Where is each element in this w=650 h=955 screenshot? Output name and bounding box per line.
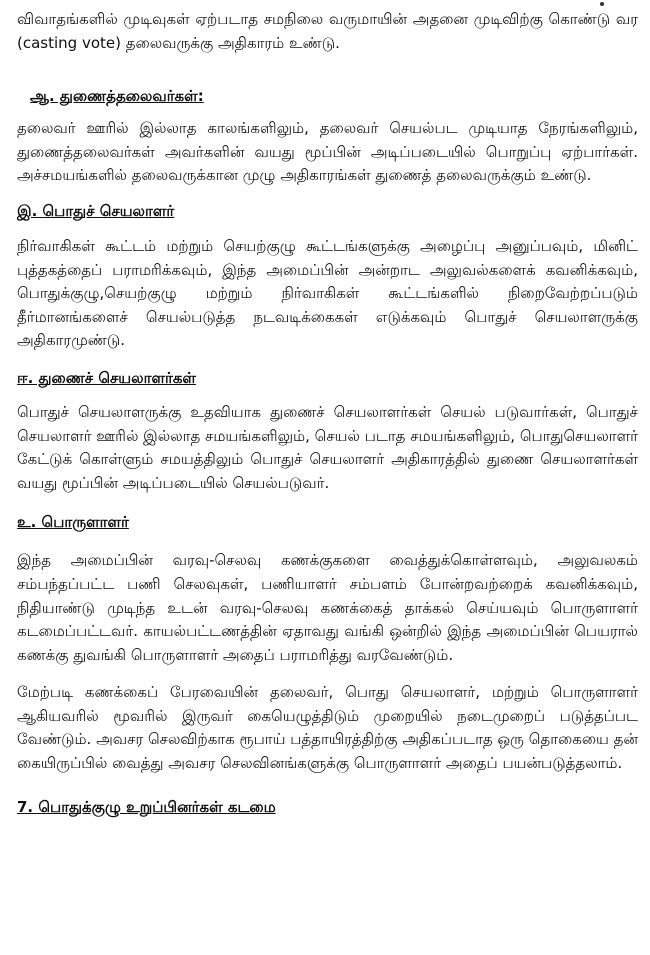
heading-general-body-duties: 7. பொதுக்குழு உறுப்பினர்கள் கடமை	[17, 797, 276, 816]
paragraph-treasurer-accounts: இந்த அமைப்பின் வரவு-செலவு கணக்குகளை வைத்துக்கொள்ளவும், அலுவலகம் சம்பந்தப்பட்ட பணி செலவுகள், பணியாளர் சம்பளம் போன்றவற்றைக் கவனிக்கவும், நிதியாண்டு முடிந்த உடன் வரவு-செலவு கணக்கைத் தாக்கல் செய்யவும் பொருளாளர் கடமைப்பட்டவர். காயல்பட்டணத்தின் ஏதாவது வங்கி ஒன்றில் இந்த அமைப்பின் பெயரால் கணக்கு துவங்கி பொருளாளர் அதைப் பராமரித்து வரவேண்டும்.	[17, 551, 638, 664]
paragraph-vice-presidents: தலைவர் ஊரில் இல்லாத காலங்களிலும், தலைவர் செயல்பட முடியாத நேரங்களிலும், துணைத்தலைவர்கள் அவர்களின் வயது மூப்பின் அடிப்படையில் பொறுப்பு ஏற்பார்கள். அச்சமயங்களில் தலைவருக்கான முழு அதிகாரங்கள் துணைத் தலைவருக்கும் உண்டு.	[17, 119, 638, 185]
heading-joint-secretaries: ஈ. துணைச் செயலாளர்கள்	[17, 368, 196, 387]
paragraph-casting-vote: விவாதங்களில் முடிவுகள் ஏற்படாத சமநிலை வருமாயின் அதனை முடிவிற்கு கொண்டு வர (casting vote) தலைவருக்கு அதிகாரம் உண்டு.	[17, 10, 638, 52]
heading-vice-presidents: ஆ. துணைத்தலைவர்கள்:	[30, 87, 204, 106]
paragraph-general-secretary: நிர்வாகிகள் கூட்டம் மற்றும் செயற்குழு கூட்டங்களுக்கு அழைப்பு அனுப்பவும், மினிட் புத்தகத்தைப் பராமரிக்கவும், இந்த அமைப்பின் அன்றாட அலுவல்களைக் கவனிக்கவும், பொதுக்குழு,செயற்குழு மற்றும் நிர்வாகிகள் கூட்டங்களில் நிறைவேற்றப்படும் தீர்மானங்களைச் செயல்படுத்த நடவடிக்கைகள் எடுக்கவும் பொதுச் செயலாளருக்கு அதிகாரமுண்டு.	[17, 236, 638, 350]
ink-dot	[600, 2, 604, 6]
heading-treasurer: உ. பொருளாளர்	[17, 513, 129, 532]
heading-general-secretary: இ. பொதுச் செயலாளர்	[17, 201, 175, 220]
paragraph-joint-secretaries: பொதுச் செயலாளருக்கு உதவியாக துணைச் செயலாளர்கள் செயல் படுவார்கள், பொதுச் செயலாளர் ஊரில் இல்லாத சமயங்களிலும், செயல் படாத சமயங்களிலும், பொதுசெயலாளர் கேட்டுக் கொள்ளும் சமயத்திலும் பொதுச் செயலாளர் அதிகாரத்தில் துணை செயலாளர்கள் வயது மூப்பின் அடிப்படையில் செயல்படுவர்.	[17, 402, 638, 492]
paragraph-treasurer-signing: மேற்படி கணக்கைப் பேரவையின் தலைவர், பொது செயலாளர், மற்றும் பொருளாளர் ஆகியவரில் மூவரில் இருவர் கையெழுத்திடும் முறையில் நடைமுறைப் படுத்தப்பட வேண்டும். அவசர செலவிற்காக ரூபாய் பத்தாயிரத்திற்கு அதிகப்படாத ஒரு தொகையை தன் கையிருப்பில் வைத்து அவசர செலவினங்களுக்கு பொருளாளர் அதைப் பயன்படுத்தலாம்.	[17, 683, 638, 773]
